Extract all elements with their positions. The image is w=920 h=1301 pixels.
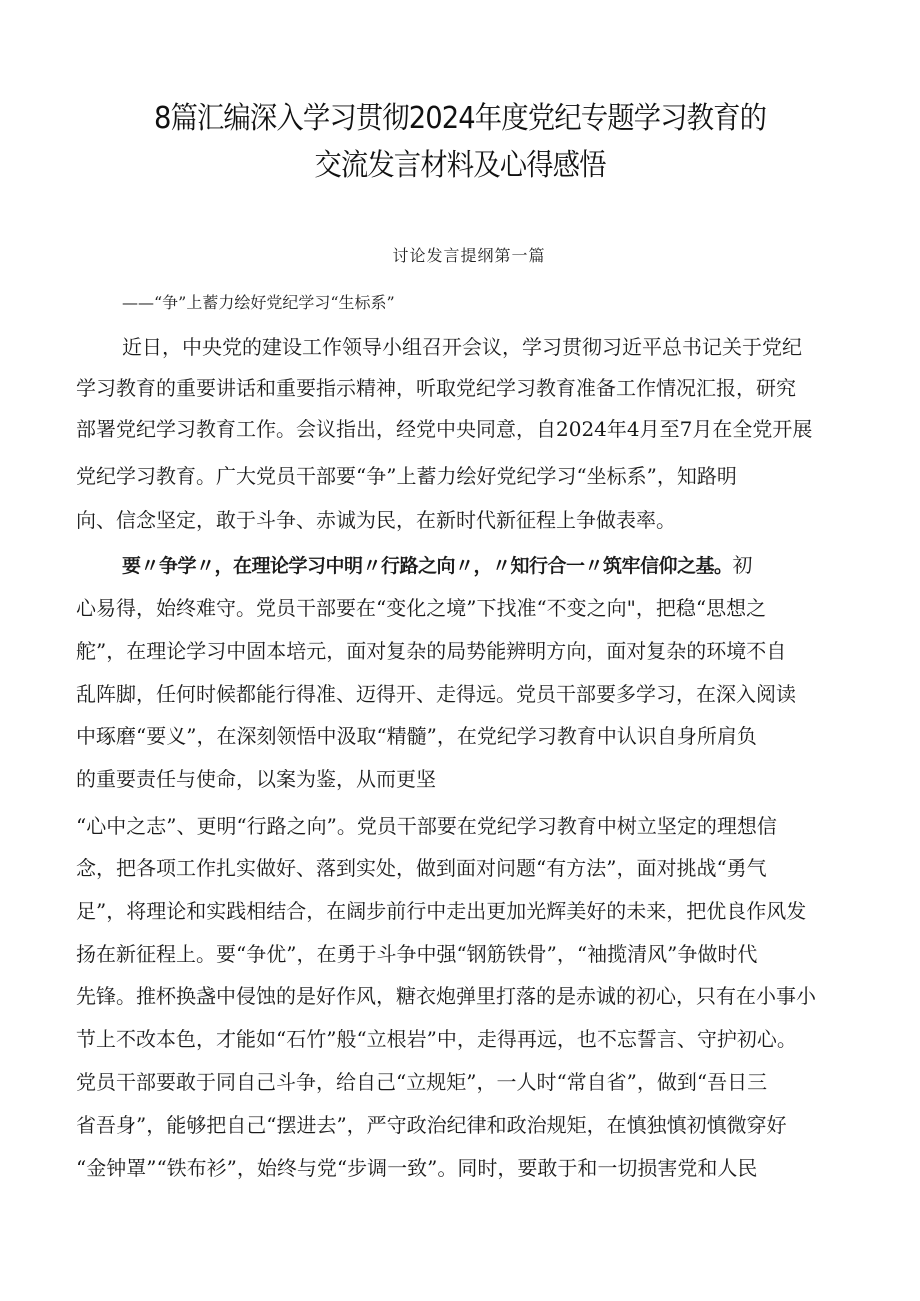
paragraph-2-line-3: 舵”，在理论学习中固本培元，面对复杂的局势能辨明方向，面对复杂的环境不自 — [76, 639, 787, 663]
paragraph-1-line-2: 学习教育的重要讲话和重要指示精神，听取党纪学习教育准备工作情况汇报，研究 — [76, 376, 796, 400]
document-title-line-2: 交流发言材料及心得感悟 — [314, 148, 606, 183]
paragraph-2-line-5: 中琢磨“要义”，在深刻领悟中汲取“精髓”，在党纪学习教育中认识自身所肩负 — [76, 724, 757, 748]
paragraph-2-line-1-rest: 初 — [732, 553, 753, 577]
document-title-line-1: 8篇汇编深入学习贯彻2024年度党纪专题学习教育的 — [153, 101, 767, 136]
section-heading: 讨论发言提纲第一篇 — [392, 246, 546, 265]
paragraph-1-line-4: 党纪学习教育。广大党员干部要“争”上蓄力绘好党纪学习“坐标系”，知路明 — [76, 464, 737, 488]
paragraph-2-lead-sentence: 要〃争学〃，在理论学习中明〃行路之向〃，〃知行合一〃筑牢信仰之基。 — [122, 555, 733, 577]
paragraph-2-line-10: 扬在新征程上。要“争优”，在勇于斗争中强“钢筋铁骨”，“袖揽清风”争做时代 — [76, 942, 758, 966]
paragraph-2-line-4: 乱阵脚，任何时候都能行得准、迈得开、走得远。党员干部要多学习，在深入阅读 — [76, 682, 796, 706]
paragraph-2-line-15: “金钟罩”“铁布衫”，始终与党“步调一致”。同时，要敢于和一切损害党和人民 — [76, 1156, 758, 1180]
paragraph-2-line-13: 党员干部要敢于同自己斗争，给自己“立规矩”，一人时“常自省”，做到“吾日三 — [76, 1070, 768, 1094]
paragraph-2-line-2: 心易得，始终难守。党员干部要在“变化之境”下找准“不变之向"，把稳“思想之 — [76, 596, 767, 620]
paragraph-2-line-11: 先锋。推杯换盏中侵蚀的是好作风，糖衣炮弹里打落的是赤诚的初心，只有在小事小 — [76, 984, 816, 1008]
paragraph-2-line-6: 的重要责任与使命，以案为鉴，从而更坚 — [76, 767, 436, 791]
paragraph-2-line-12: 节上不改本色，才能如“石竹”般“立根岩”中，走得再远，也不忘誓言、守护初心。 — [76, 1027, 797, 1051]
paragraph-2-line-14: 省吾身”，能够把自己“摆进去”，严守政治纪律和政治规矩，在慎独慎初慎微穿好 — [76, 1113, 787, 1137]
paragraph-2-line-1 — [122, 551, 753, 580]
paragraph-1-line-5: 向、信念坚定，敢于斗争、赤诚为民，在新时代新征程上争做表率。 — [76, 508, 676, 532]
paragraph-1-line-1: 近日，中央党的建设工作领导小组召开会议，学习贯彻习近平总书记关于党纪 — [122, 335, 802, 359]
paragraph-2-line-9: 足”，将理论和实践相结合，在阔步前行中走出更加光辉美好的未来，把优良作风发 — [76, 899, 807, 923]
paragraph-2-line-8: 念，把各项工作扎实做好、落到实处，做到面对问题“有方法”，面对挑战“勇气 — [76, 856, 767, 880]
paragraph-2-line-7: “心中之志”、更明“行路之向”。党员干部要在党纪学习教育中树立坚定的理想信 — [76, 814, 777, 838]
sub-heading: ——“争”上蓄力绘好党纪学习“生标系” — [122, 293, 395, 312]
paragraph-1-line-3: 部署党纪学习教育工作。会议指出，经党中央同意，自2024年4月至7月在全党开展 — [76, 417, 813, 441]
